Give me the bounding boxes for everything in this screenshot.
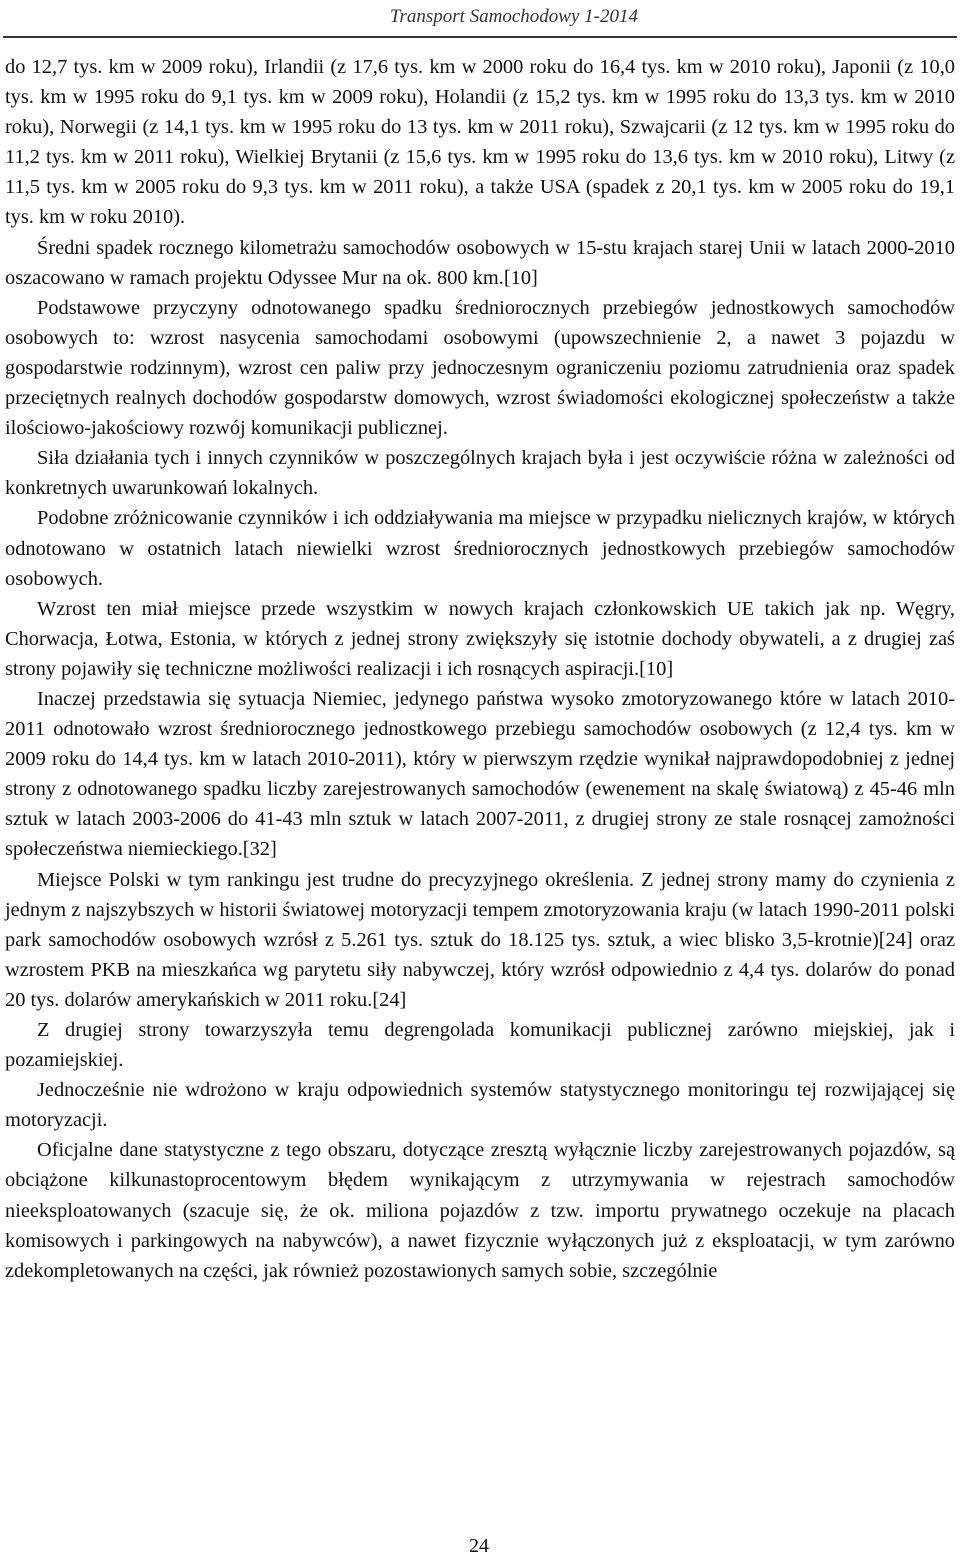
running-header-title: Transport Samochodowy 1-2014 bbox=[389, 6, 638, 27]
body-text bbox=[5, 52, 955, 1286]
header-divider bbox=[3, 36, 957, 38]
paragraph-8: Miejsce Polski w tym rankingu jest trudne do precyzyjnego określenia. Z jednej strony mamy do czynienia z jednym z najszybszych w historii światowej motoryzacji tempem zmotoryzowania kraju (w latach 1990-2011 polski park samochodów osobowych wzrósł z 5.261 tys. sztuk do 18.125 tys. sztuk, a wiec blisko 3,5-krotnie)[24] oraz wzrostem PKB na mieszkańca wg parytetu siły nabywczej, który wzrósł odpowiednio z 4,4 tys. dolarów do ponad 20 tys. dolarów amerykańskich w 2011 roku.[24] bbox=[5, 868, 955, 1011]
paragraph-7: Inaczej przedstawia się sytuacja Niemiec, jedynego państwa wysoko zmotoryzowanego które w latach 2010-2011 odnotowało wzrost średniorocznego jednostkowego przebiegu samochodów osobowych (z 12,4 tys. km w 2009 roku do 14,4 tys. km w latach 2010-2011), który w pierwszym rzędzie wynikał najprawdopodobniej z jednej strony z odnotowanego spadku liczby zarejestrowanych samochodów (ewenement na skalę światową) z 45-46 mln sztuk w latach 2003-2006 do 41-43 mln sztuk w latach 2007-2011, z drugiej strony ze stale rosnącej zamożności społeczeństwa niemieckiego.[32] bbox=[5, 687, 955, 861]
paragraph-9: Z drugiej strony towarzyszyła temu degrengolada komunikacji publicznej zarówno miejskiej, jak i pozamiejskiej. bbox=[5, 1019, 955, 1072]
paragraph-4: Siła działania tych i innych czynników w poszczególnych krajach była i jest oczywiście różna w zależności od konkretnych uwarunkowań lokalnych. bbox=[5, 447, 955, 500]
paragraph-11: Oficjalne dane statystyczne z tego obszaru, dotyczące zresztą wyłącznie liczby zarejestrowanych pojazdów, są obciążone kilkunastoprocentowym błędem wynikającym z utrzymywania w rejestrach samochodów nieeksploatowanych (szacuje się, że ok. miliona pojazdów z tzw. importu prywatnego oczekuje na placach komisowych i parkingowych na nabywców), a nawet fizycznie wyłączonych już z eksploatacji, w tym zarówno zdekompletowanych na części, jak również pozostawionych samych sobie, szczególnie bbox=[5, 1139, 955, 1282]
page-number: 24 bbox=[469, 1535, 489, 1557]
paragraph-3: Podstawowe przyczyny odnotowanego spadku średniorocznych przebiegów jednostkowych samochodów osobowych to: wzrost nasycenia samochodami osobowymi (upowszechnienie 2, a nawet 3 pojazdu w gospodarstwie rodzinnym), wzrost cen paliw przy jednoczesnym ograniczeniu poziomu zatrudnienia oraz spadek przeciętnych realnych dochodów gospodarstw domowych, wzrost świadomości ekologicznej społeczeństw a także ilościowo-jakościowy rozwój komunikacji publicznej. bbox=[5, 296, 955, 440]
paragraph-10: Jednocześnie nie wdrożono w kraju odpowiednich systemów statystycznego monitoringu tej rozwijającej się motoryzacji. bbox=[5, 1079, 955, 1132]
paragraph-5: Podobne zróżnicowanie czynników i ich oddziaływania ma miejsce w przypadku nielicznych krajów, w których odnotowano w ostatnich latach niewielki wzrost średniorocznych jednostkowych przebiegów samochodów osobowych. bbox=[5, 507, 955, 590]
paragraph-6: Wzrost ten miał miejsce przede wszystkim w nowych krajach członkowskich UE takich jak np. Węgry, Chorwacja, Łotwa, Estonia, w których z jednej strony zwiększyły się istotnie dochody obywateli, a z drugiej zaś strony pojawiły się techniczne możliwości realizacji i ich rosnących aspiracji.[10] bbox=[5, 597, 955, 680]
paragraph-1: do 12,7 tys. km w 2009 roku), Irlandii (z 17,6 tys. km w 2000 roku do 16,4 tys. km w 2010 roku), Japonii (z 10,0 tys. km w 1995 roku do 9,1 tys. km w 2009 roku), Holandii (z 15,2 tys. km w 1995 roku do 13,3 tys. km w 2010 roku), Norwegii (z 14,1 tys. km w 1995 roku do 13 tys. km w 2011 roku), Szwajcarii (z 12 tys. km w 1995 roku do 11,2 tys. km w 2011 roku), Wielkiej Brytanii (z 15,6 tys. km w 1995 roku do 13,6 tys. km w 2010 roku), Litwy (z 11,5 tys. km w 2005 roku do 9,3 tys. km w 2011 roku), a także USA (spadek z 20,1 tys. km w 2005 roku do 19,1 tys. km w roku 2010). bbox=[5, 56, 955, 229]
paragraph-2: Średni spadek rocznego kilometrażu samochodów osobowych w 15-stu krajach starej Unii w latach 2000-2010 oszacowano w ramach projektu Odyssee Mur na ok. 800 km.[10] bbox=[5, 236, 955, 289]
